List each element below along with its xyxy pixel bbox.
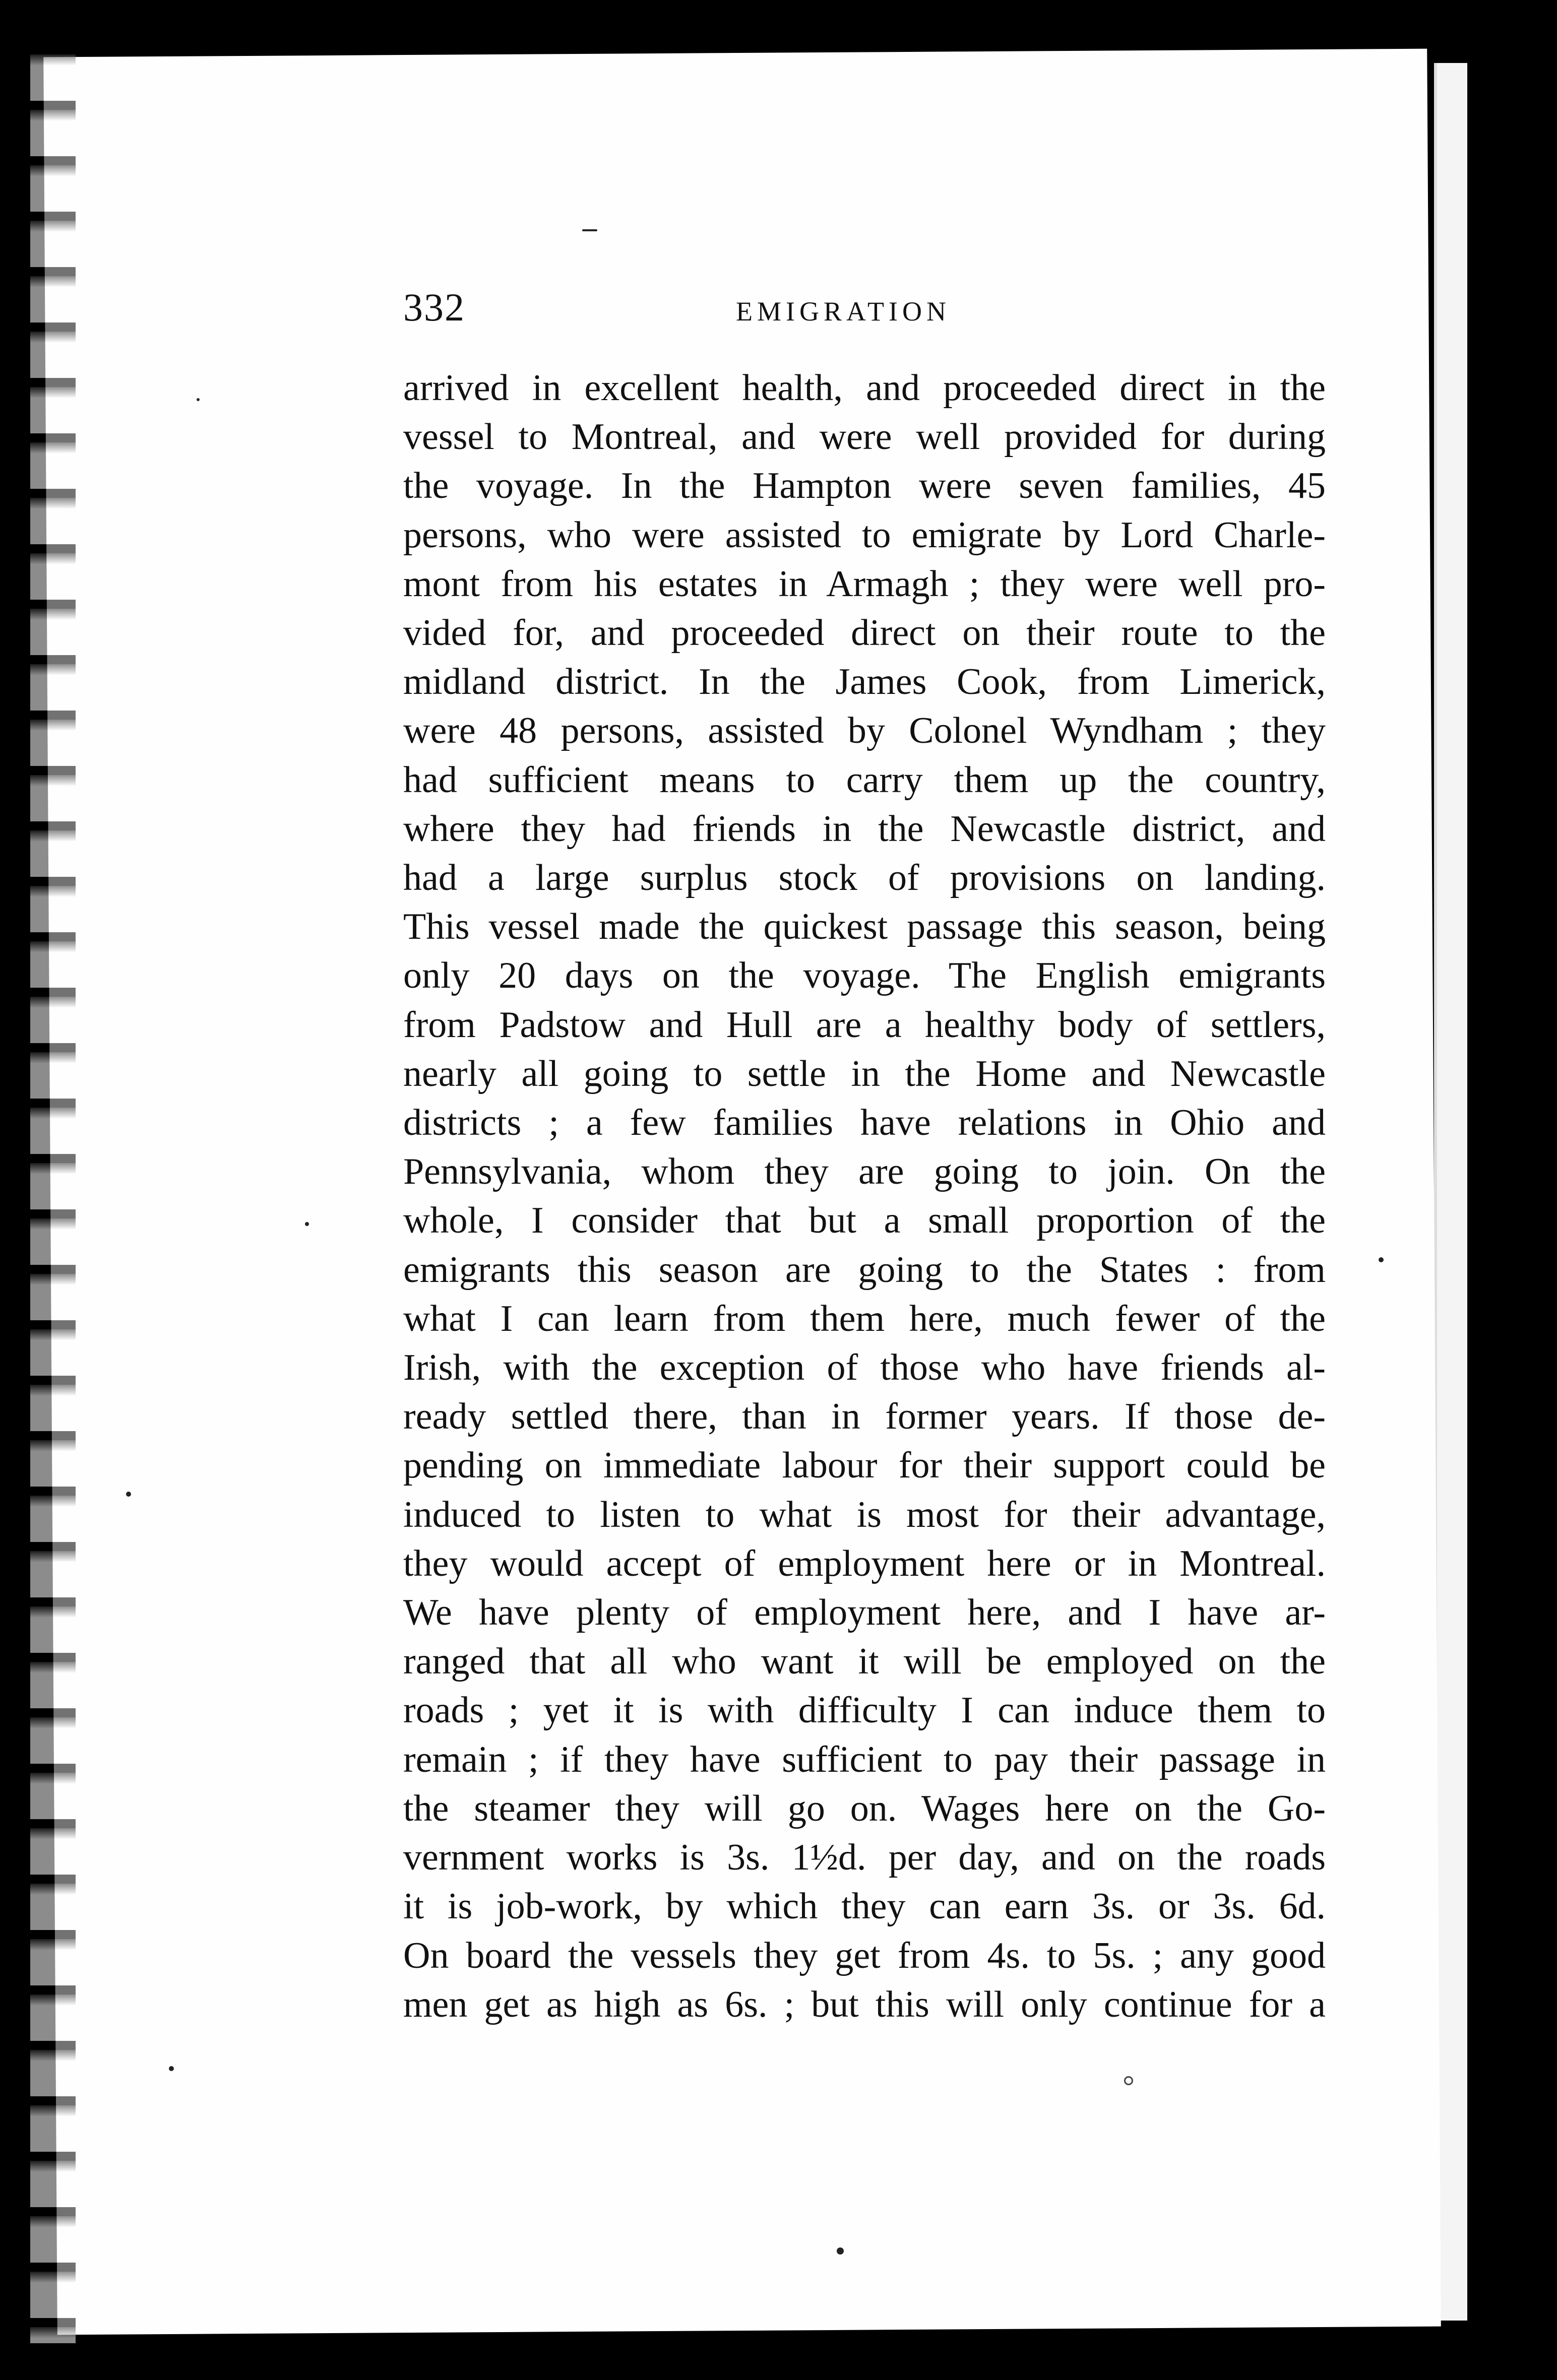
text-line: were 48 persons, assisted by Colonel Wyndham ; they <box>403 710 1326 752</box>
text-line: We have plenty of employment here, and I have ar- <box>403 1592 1326 1634</box>
running-title: EMIGRATION <box>736 296 951 327</box>
text-line: midland district. In the James Cook, from Limerick, <box>403 661 1326 703</box>
text-line: had a large surplus stock of provisions on landing. <box>403 857 1326 899</box>
body-text <box>403 364 1326 2029</box>
text-line: Pennsylvania, whom they are going to join. On the <box>403 1151 1326 1193</box>
text-line: the steamer they will go on. Wages here on the Go- <box>403 1787 1326 1829</box>
text-line: where they had friends in the Newcastle district, and <box>403 808 1326 850</box>
text-line: emigrants this season are going to the States : from <box>403 1249 1326 1291</box>
page-edge-right <box>1434 63 1467 2321</box>
page-number: 332 <box>403 285 465 329</box>
text-line: pending on immediate labour for their support could be <box>403 1445 1326 1487</box>
text-line: persons, who were assisted to emigrate by Lord Charle- <box>403 514 1326 556</box>
text-line: arrived in excellent health, and proceeded direct in the <box>403 367 1326 409</box>
text-line: had sufficient means to carry them up the country, <box>403 759 1326 801</box>
text-line: On board the vessels they get from 4s. to 5s. ; any good <box>403 1935 1326 1976</box>
page-edge-left <box>30 45 76 2343</box>
scan-speck <box>1379 1257 1384 1262</box>
text-line: mont from his estates in Armagh ; they were well pro- <box>403 563 1326 605</box>
text-line: vernment works is 3s. 1½d. per day, and on the roads <box>403 1837 1326 1879</box>
scan-speck <box>837 2247 844 2255</box>
text-line: only 20 days on the voyage. The English emigrants <box>403 955 1326 997</box>
text-line: whole, I consider that but a small proportion of the <box>403 1200 1326 1242</box>
text-line: what I can learn from them here, much fewer of the <box>403 1298 1326 1339</box>
text-line: vided for, and proceeded direct on their route to the <box>403 612 1326 654</box>
scan-speck <box>197 398 200 401</box>
text-line: Irish, with the exception of those who have friends al- <box>403 1347 1326 1389</box>
text-line: induced to listen to what is most for their advantage, <box>403 1494 1326 1535</box>
scan-speck <box>126 1492 131 1497</box>
scan-speck <box>582 229 597 231</box>
text-line: roads ; yet it is with difficulty I can induce them to <box>403 1690 1326 1731</box>
scan-speck <box>1124 2076 1133 2085</box>
text-line: it is job-work, by which they can earn 3s. or 3s. 6d. <box>403 1886 1326 1927</box>
text-line: the voyage. In the Hampton were seven families, 45 <box>403 465 1326 507</box>
text-line: men get as high as 6s. ; but this will only continue for a <box>403 1983 1326 2025</box>
scan-speck <box>305 1222 309 1226</box>
text-line: ranged that all who want it will be employed on the <box>403 1641 1326 1683</box>
scan-speck <box>169 2066 174 2071</box>
text-line: ready settled there, than in former years. If those de- <box>403 1396 1326 1438</box>
text-line: This vessel made the quickest passage this season, being <box>403 906 1326 948</box>
text-line: from Padstow and Hull are a healthy body of settlers, <box>403 1004 1326 1046</box>
text-line: they would accept of employment here or in Montreal. <box>403 1542 1326 1584</box>
text-line: nearly all going to settle in the Home and Newcastle <box>403 1053 1326 1095</box>
text-line: districts ; a few families have relations in Ohio and <box>403 1102 1326 1144</box>
running-head <box>403 285 1361 330</box>
text-line: vessel to Montreal, and were well provided for during <box>403 416 1326 458</box>
text-line: remain ; if they have sufficient to pay their passage in <box>403 1739 1326 1780</box>
